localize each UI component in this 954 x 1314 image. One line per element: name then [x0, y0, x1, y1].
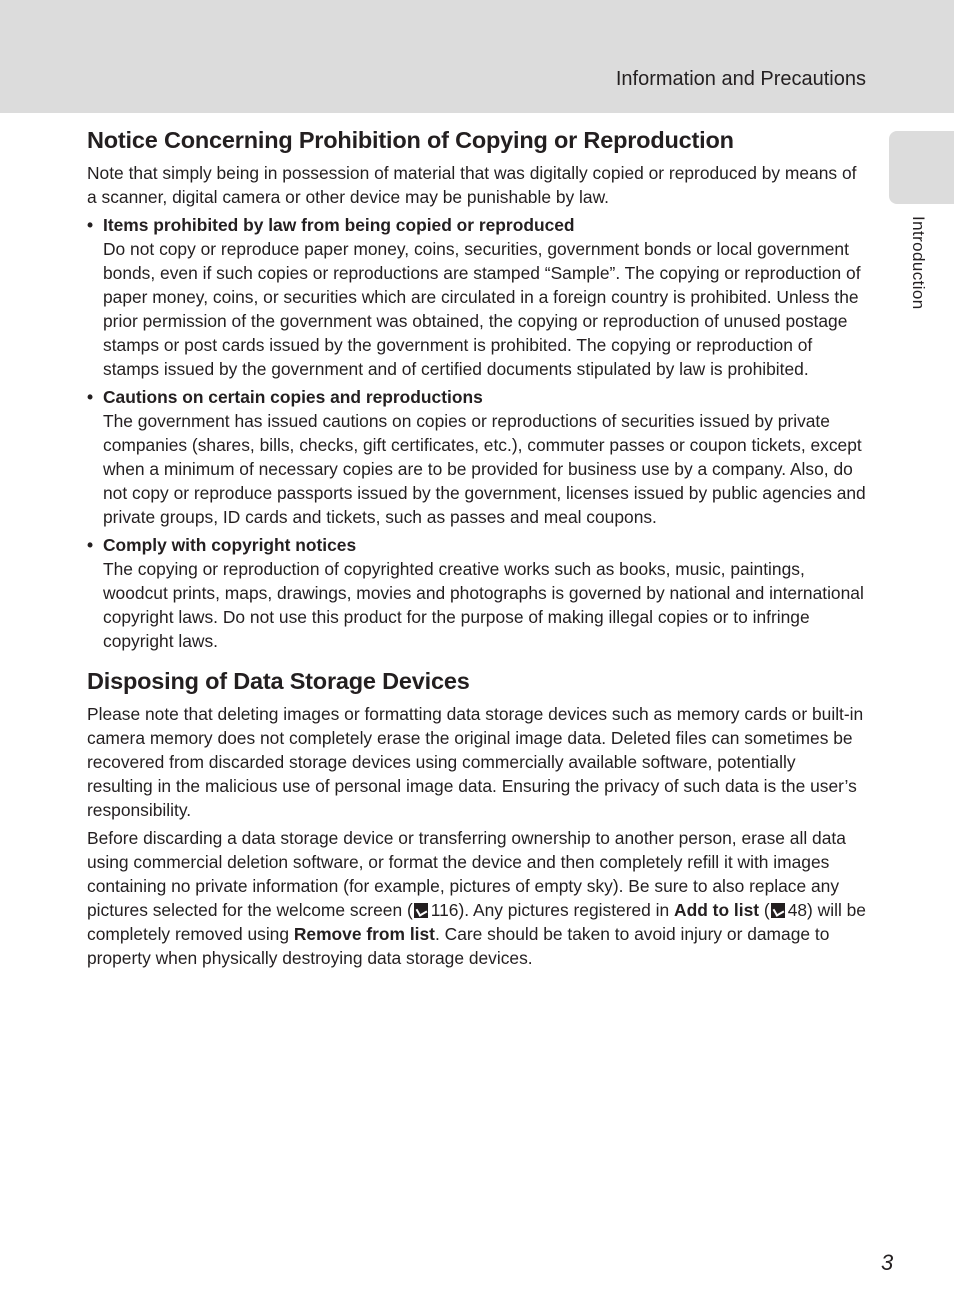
list-item — [87, 533, 866, 653]
list-item — [87, 213, 866, 381]
text-segment: Before discarding a data storage device or transferring ownership to another person, erase all data using commercial deletion software, or format the device and then completely refill it with images containing no private information (for example, pictures of empty sky). Be sure to also replace any pictures selected for the welcome screen ( — [87, 828, 846, 920]
notice-list — [87, 213, 866, 653]
notice-intro: Note that simply being in possession of material that was digitally copied or reproduced by means of a scanner, digital camera or other device may be punishable by law. — [87, 163, 857, 207]
page-reference-number: 116 — [430, 900, 459, 920]
page-content — [87, 124, 866, 970]
text-segment: ( — [759, 900, 770, 920]
text-segment: . Care should be taken to avoid injury or damage to property when physically destroying data storage devices. — [87, 924, 830, 968]
page-reference-icon — [771, 903, 785, 918]
bullet-icon: • — [87, 215, 94, 235]
chapter-tab — [889, 131, 954, 204]
disposing-paragraph-2 — [87, 826, 866, 970]
bullet-icon: • — [87, 535, 94, 555]
item-title: Comply with copyright notices — [103, 535, 357, 555]
list-item — [87, 385, 866, 529]
item-body: The government has issued cautions on copies or reproductions of securities issued by private companies (shares, bills, checks, gift certificates, etc.), commuter passes or coupon tickets, except when a minimum of necessary copies are to be provided for business use by a company. Also, do not copy or reproduce passports issued by the government, licenses issued by public agencies and private groups, ID cards and tickets, such as passes and meal coupons. — [103, 411, 866, 527]
notice-heading: Notice Concerning Prohibition of Copying or Reproduction — [87, 127, 734, 153]
page-reference-icon — [414, 903, 428, 918]
section-header-title: Information and Precautions — [615, 68, 866, 90]
disposing-paragraph-1: Please note that deleting images or formatting data storage devices such as memory cards or built-in camera memory does not completely erase the original image data. Deleted files can sometimes be recovered from discarded storage devices using commercially available software, potentially resulting in the malicious use of personal image data. Ensuring the privacy of such data is the user’s responsibility. — [87, 704, 864, 820]
text-segment: ). Any pictures registered in — [458, 900, 675, 920]
item-body: Do not copy or reproduce paper money, coins, securities, government bonds or local government bonds, even if such copies or reproductions are stamped “Sample”. The copying or reproduction of paper money, coins, or securities which are circulated in a foreign country is prohibited. Unless the prior permission of the government was obtained, the copying or reproduction of unused postage stamps or post cards issued by the government is prohibited. The copying or reproduction of stamps issued by the government and of certified documents stipulated by law is prohibited. — [103, 239, 861, 379]
chapter-tab-label: Introduction — [909, 216, 928, 310]
bullet-icon: • — [87, 387, 94, 407]
item-title: Cautions on certain copies and reproductions — [103, 387, 483, 407]
page-number: 3 — [881, 1250, 894, 1275]
item-title: Items prohibited by law from being copied or reproduced — [103, 215, 575, 235]
text-segment: ) will be completely removed using — [87, 900, 866, 944]
item-body: The copying or reproduction of copyrighted creative works such as books, music, paintings, woodcut prints, maps, drawings, movies and photographs is governed by national and international copyright laws. Do not use this product for the purpose of making illegal copies or to infringe copyright laws. — [103, 559, 864, 651]
disposing-heading: Disposing of Data Storage Devices — [87, 668, 470, 694]
menu-option-name: Add to list — [674, 900, 760, 920]
page-reference-number: 48 — [787, 900, 808, 920]
header-band — [0, 0, 954, 113]
menu-option-name: Remove from list — [293, 924, 435, 944]
